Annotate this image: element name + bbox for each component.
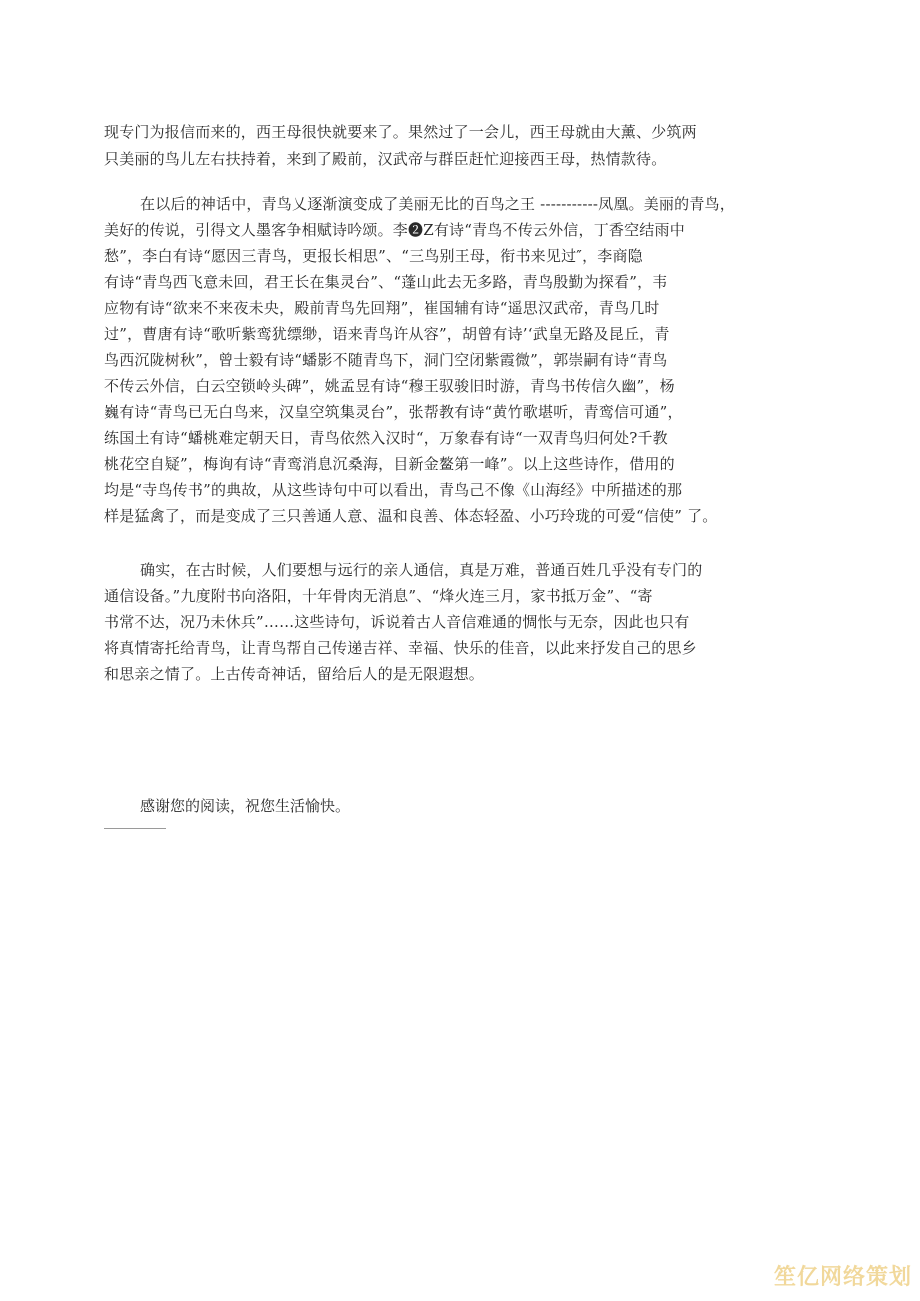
watermark: 笙亿网络策划: [773, 1265, 912, 1290]
divider: [104, 828, 166, 829]
text-line: 将真情寄托给青鸟，让青鸟帮自己传递吉祥、幸福、快乐的佳音，以此来抒发自己的思乡: [104, 639, 697, 657]
text-line: 鸟西沉陇树秋”，曾士毅有诗“蟠影不随青鸟下，洞门空闭紫霞微”，郭崇嗣有诗“青鸟: [104, 351, 668, 369]
text-line: 样是猛禽了，而是变成了三只善通人意、温和良善、体态轻盈、小巧玲珑的可爱“信使” 了。: [104, 507, 718, 525]
text-line: 只美丽的鸟儿左右扶持着，来到了殿前，汉武帝与群臣赶忙迎接西王母，热情款待。: [104, 150, 667, 168]
text-line: 有诗“青鸟西飞意未回，君王长在集灵台”、“蓬山此去无多路，青鸟殷勤为探看”，韦: [104, 273, 668, 291]
text-line: 和思亲之情了。上古传奇神话，留给后人的是无限遐想。: [104, 665, 485, 683]
text-line: 不传云外信，白云空锁岭头碑”，姚孟昱有诗“穆王驭骏旧时游，青鸟书传信久幽”，杨: [104, 377, 675, 395]
text-line: 巍有诗“青鸟已无白鸟来，汉皇空筑集灵台”，张帮教有诗“黄竹歌堪听，青鸾信可通”，: [104, 403, 683, 421]
text-line: 桃花空自疑”，梅询有诗“青鸾消息沉桑海，目新金鳌第一峰”。以上这些诗作，借用的: [104, 455, 675, 473]
text-line: 过”，曹唐有诗“歌听紫鸾犹缥缈，语来青鸟许从容”，胡曾有诗’‘武皇无路及昆丘，青: [104, 325, 670, 343]
text-line: 练国土有诗“蟠桃难定朝天日，青鸟依然入汉时“，万象春有诗“一双青鸟归何处?千教: [104, 429, 668, 447]
text-line: 确实，在古时候，人们要想与远行的亲人通信，真是万难，普通百姓几乎没有专门的: [140, 561, 703, 579]
text-line: 在以后的神话中，青鸟乂逐渐演变成了美丽无比的百鸟之王 -----------凤凰。美丽的青鸟，: [140, 195, 735, 213]
text-line: 均是“寺鸟传书”的典故，从这些诗句中可以看出，青鸟己不像《山海经》中所描述的那: [104, 481, 683, 499]
text-line: 应物有诗“欲来不来夜未央，殿前青鸟先回翔”，崔国辅有诗“遥思汉武帝，青鸟几时: [104, 299, 660, 317]
text-line: 通信设备。”九度附书向洛阳，十年骨肉无消息”、“烽火连三月，家书抵万金”、“寄: [104, 587, 653, 605]
closing-text: 感谢您的阅读，祝您生活愉快。: [140, 797, 351, 815]
text-line: 愁”，李白有诗“愿因三青鸟，更报长相思”、“三鸟别王母，衔书来见过″，李商隐: [104, 247, 643, 265]
text-line: 美好的传说，引得文人墨客争相赋诗吟颂。李❷Z有诗“青鸟不传云外信，丁香空结雨中: [104, 221, 685, 239]
text-line: 书常不达，况乃未休兵”……这些诗句，诉说着古人音信难通的惆怅与无奈，因此也只有: [104, 613, 690, 631]
text-line: 现专门为报信而来的，西王母很快就要来了。果然过了一会儿，西王母就由大薰、少筑两: [104, 123, 697, 141]
